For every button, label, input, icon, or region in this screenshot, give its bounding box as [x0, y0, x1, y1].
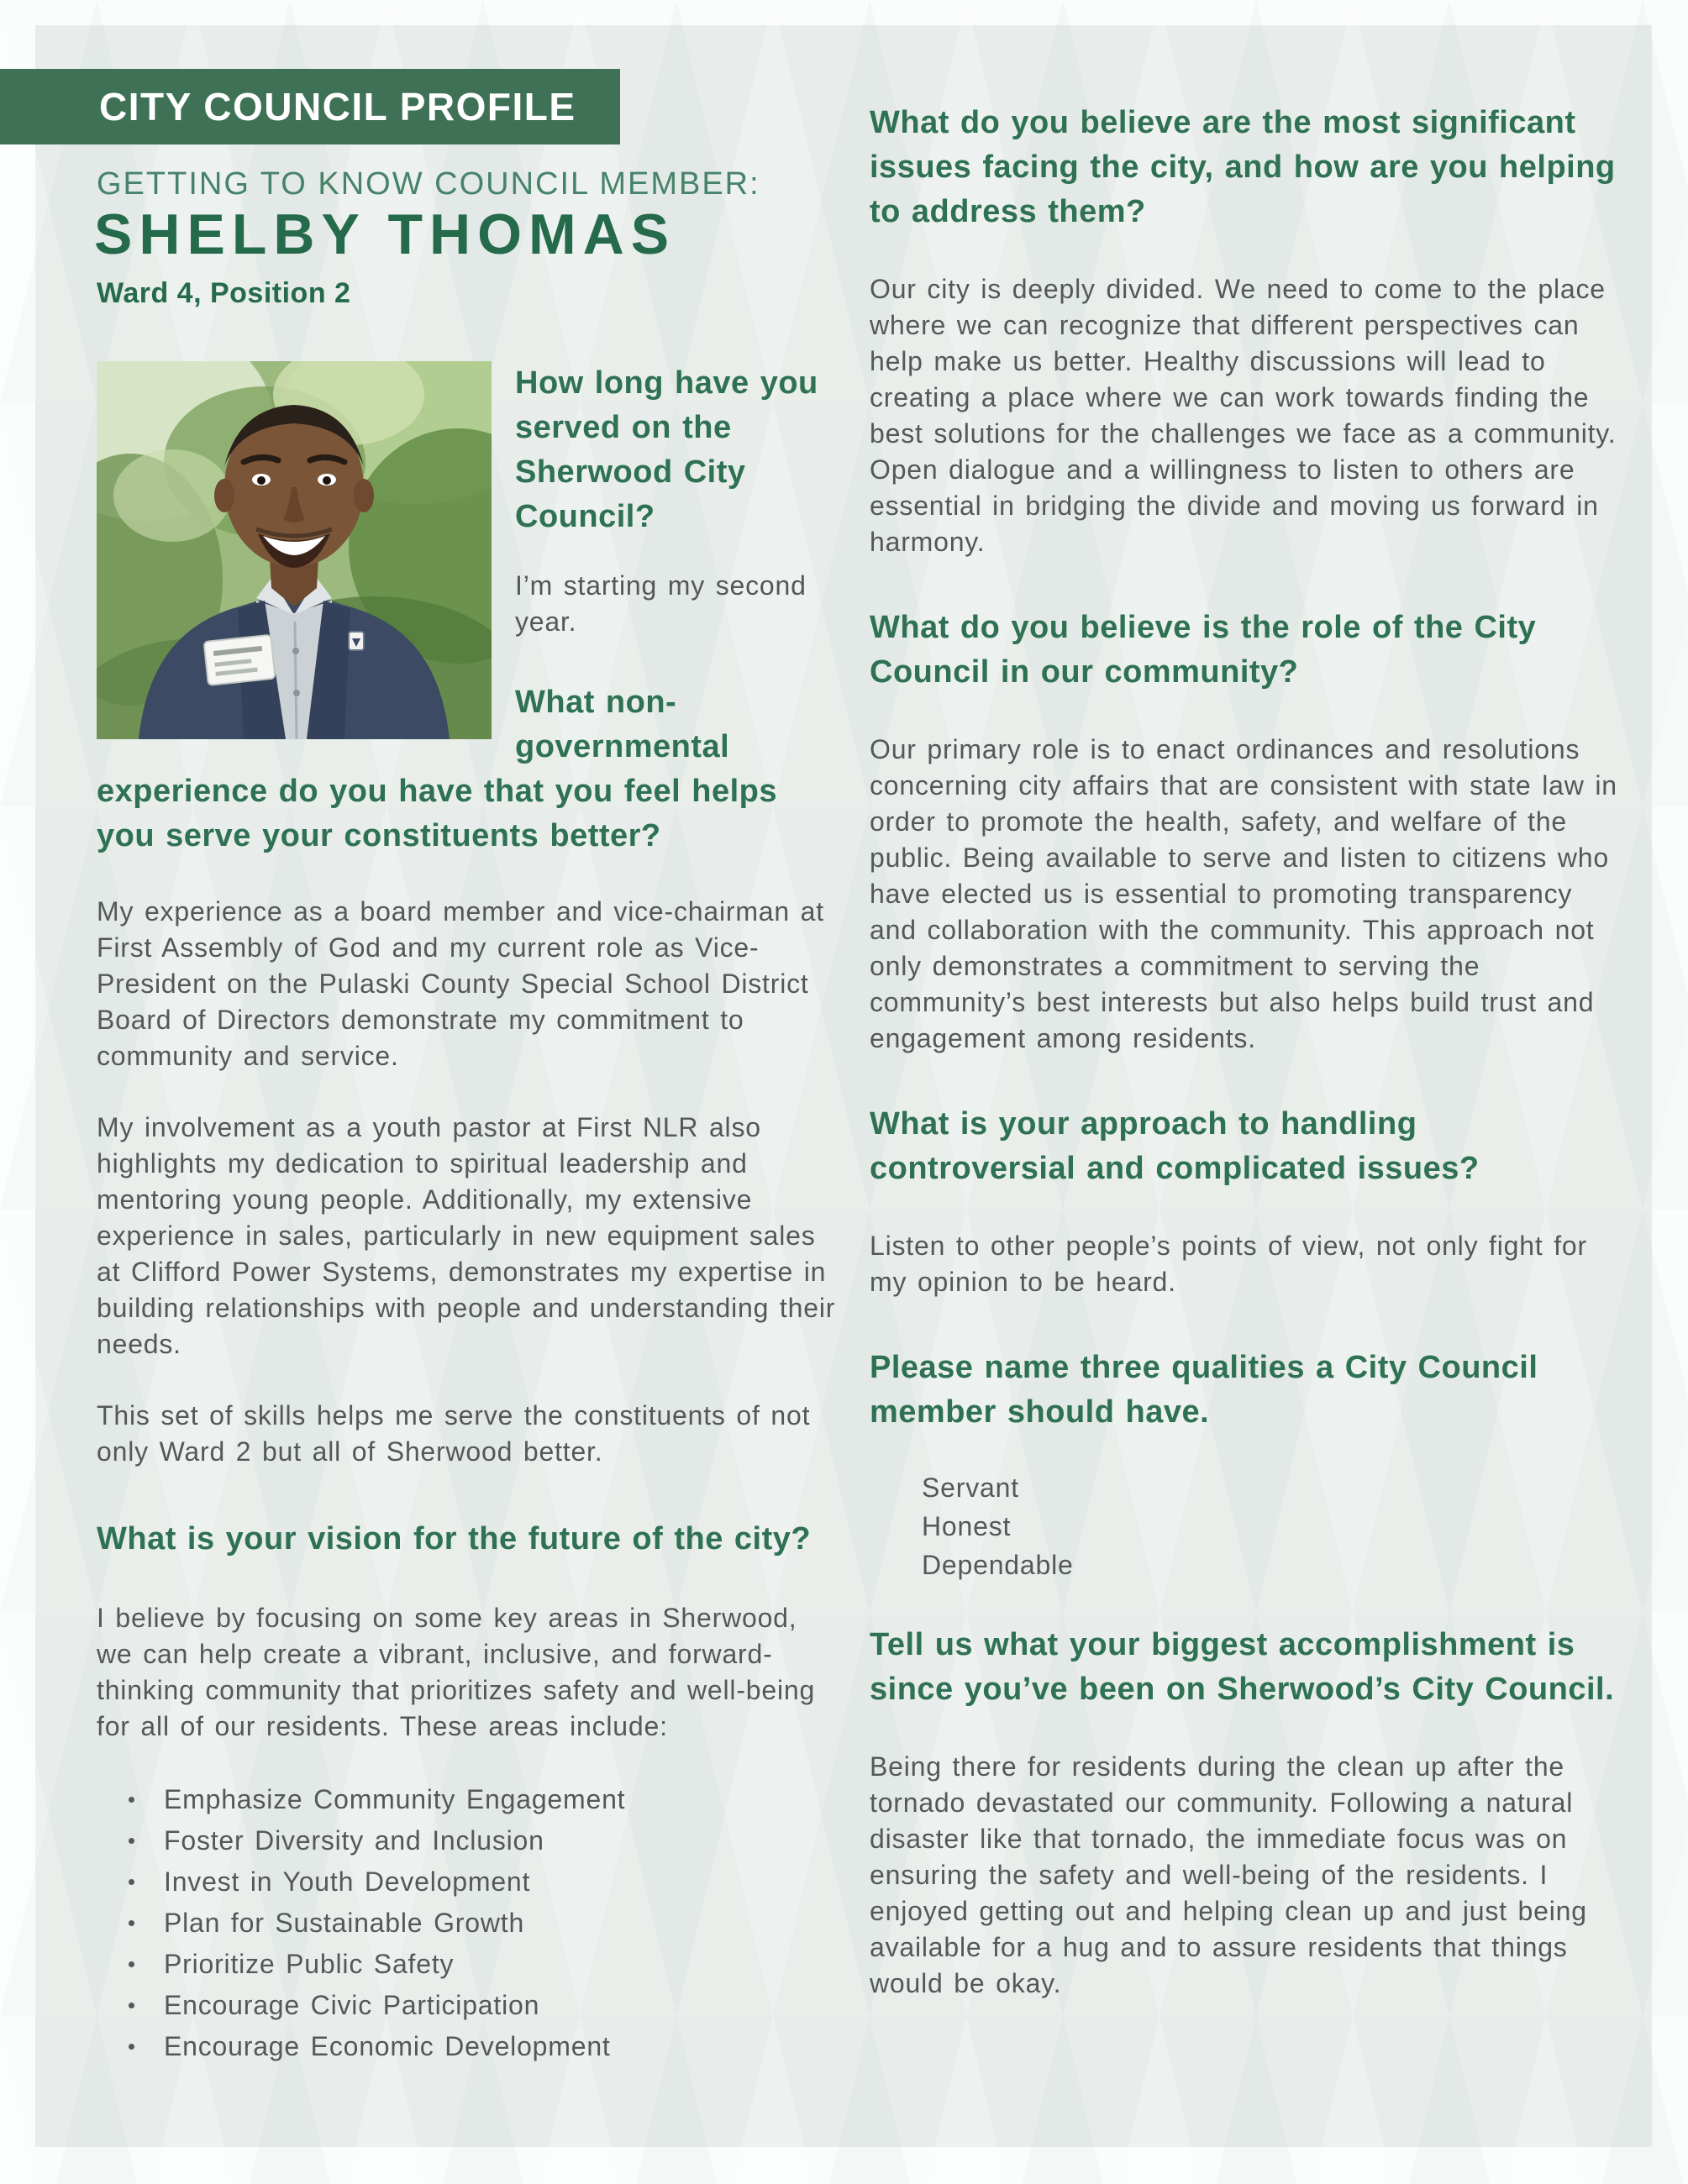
- ward-position-label: Ward 4, Position 2: [97, 277, 351, 309]
- section-banner: [0, 69, 620, 144]
- answer-paragraph: Our primary role is to enact ordinances and resolutions concerning city affairs that are consistent with state law in order to promote the health, safety, and welfare of the public. Being available to serve and listen to citizens who have elected us is essential to promoting transparency and collaboration with the community. This approach not only demonstrates a commitment to serving the community’s best interests but also helps build trust and engagement among residents.: [870, 734, 1617, 1053]
- question-heading: Tell us what your biggest accomplishment is since you’ve been on Sherwood’s City Council.: [870, 1627, 1615, 1707]
- name-badge: [204, 635, 276, 685]
- bullet-dot-icon: [129, 1879, 134, 1885]
- bullet-label: Encourage Civic Participation: [164, 1990, 540, 2020]
- answer-paragraph: Being there for residents during the clean up after the tornado devastated our community. Following a natural disaster like that tornado, the immediate focus was on ensuring the safety and well-being of the residents. I enjoyed getting out and helping clean up and just being available for a hug and to assure residents that things would be okay.: [870, 1751, 1587, 1998]
- quality-item: Dependable: [922, 1550, 1074, 1580]
- ear: [354, 479, 374, 512]
- photo-illustration: [97, 361, 492, 739]
- bullet-item: [97, 2029, 839, 2064]
- answer-paragraph: I’m starting my second year.: [515, 570, 807, 637]
- answer-paragraph: Listen to other people’s points of view, not only fight for my opinion to be heard.: [870, 1231, 1587, 1297]
- bullet-dot-icon: [129, 1838, 134, 1844]
- bullet-item: [97, 1905, 839, 1940]
- bullet-dot-icon: [129, 2003, 134, 2008]
- bullet-dot-icon: [129, 1797, 134, 1803]
- answer-paragraph: This set of skills helps me serve the constituents of not only Ward 2 but all of Sherwood better.: [97, 1400, 811, 1467]
- question-heading: What is your vision for the future of the city?: [97, 1521, 812, 1557]
- bullet-dot-icon: [129, 2044, 134, 2050]
- ear: [214, 479, 234, 512]
- question-heading: What do you believe is the role of the City Council in our community?: [870, 610, 1537, 690]
- question-heading: How long have you served on the Sherwood City Council?: [515, 365, 818, 534]
- bullet-label: Emphasize Community Engagement: [164, 1784, 626, 1814]
- bullet-label: Foster Diversity and Inclusion: [164, 1825, 544, 1856]
- council-member-photo: [97, 361, 492, 739]
- bullet-label: Encourage Economic Development: [164, 2031, 611, 2061]
- quality-item: Honest: [922, 1511, 1012, 1541]
- question-heading: What non-governmental experience do you have that you feel helps you serve your constituents better?: [97, 685, 778, 853]
- bullet-item: [97, 1946, 839, 1982]
- answer-paragraph: I believe by focusing on some key areas in Sherwood, we can help create a vibrant, inclusive, and forward-thinking community that prioritizes safety and well-being for all of our residents. These areas include:: [97, 1603, 816, 1741]
- qualities-list: [870, 1468, 1617, 1584]
- question-heading: What is your approach to handling controversial and complicated issues?: [870, 1106, 1480, 1186]
- right-column: [870, 101, 1617, 2047]
- answer-paragraph: My experience as a board member and vice-chairman at First Assembly of God and my current role as Vice-President on the Pulaski County Special School District Board of Directors demonstrate my commitment to community and service.: [97, 896, 824, 1071]
- kicker-text: GETTING TO KNOW COUNCIL MEMBER:: [97, 166, 760, 202]
- vision-bullet-list: [97, 1782, 839, 2064]
- bullet-item: [97, 1823, 839, 1858]
- bullet-item: [97, 1864, 839, 1899]
- question-heading: Please name three qualities a City Council member should have.: [870, 1350, 1538, 1430]
- bullet-item: [97, 1782, 839, 1817]
- bullet-label: Prioritize Public Safety: [164, 1949, 455, 1979]
- bullet-dot-icon: [129, 1920, 134, 1926]
- left-column: [97, 361, 839, 2070]
- bullet-label: Invest in Youth Development: [164, 1866, 531, 1897]
- bullet-dot-icon: [129, 1961, 134, 1967]
- banner-title: CITY COUNCIL PROFILE: [99, 85, 576, 129]
- question-heading: What do you believe are the most significant issues facing the city, and how are you helping to address them?: [870, 105, 1616, 229]
- bullet-item: [97, 1987, 839, 2023]
- answer-paragraph: Our city is deeply divided. We need to come to the place where we can recognize that different perspectives can help make us better. Healthy discussions will lead to creating a place where we can work towards finding the best solutions for the challenges we face as a community. Open dialogue and a willingness to listen to others are essential in bridging the divide and moving us forward in harmony.: [870, 274, 1617, 557]
- quality-item: Servant: [922, 1473, 1019, 1503]
- bullet-label: Plan for Sustainable Growth: [164, 1908, 525, 1938]
- answer-paragraph: My involvement as a youth pastor at First NLR also highlights my dedication to spiritual leadership and mentoring young people. Additionally, my extensive experience in sales, particularly in new equipment sales at Clifford Power Systems, demonstrates my expertise in building relationships with people and understanding their needs.: [97, 1112, 836, 1359]
- page-title: SHELBY THOMAS: [94, 202, 676, 266]
